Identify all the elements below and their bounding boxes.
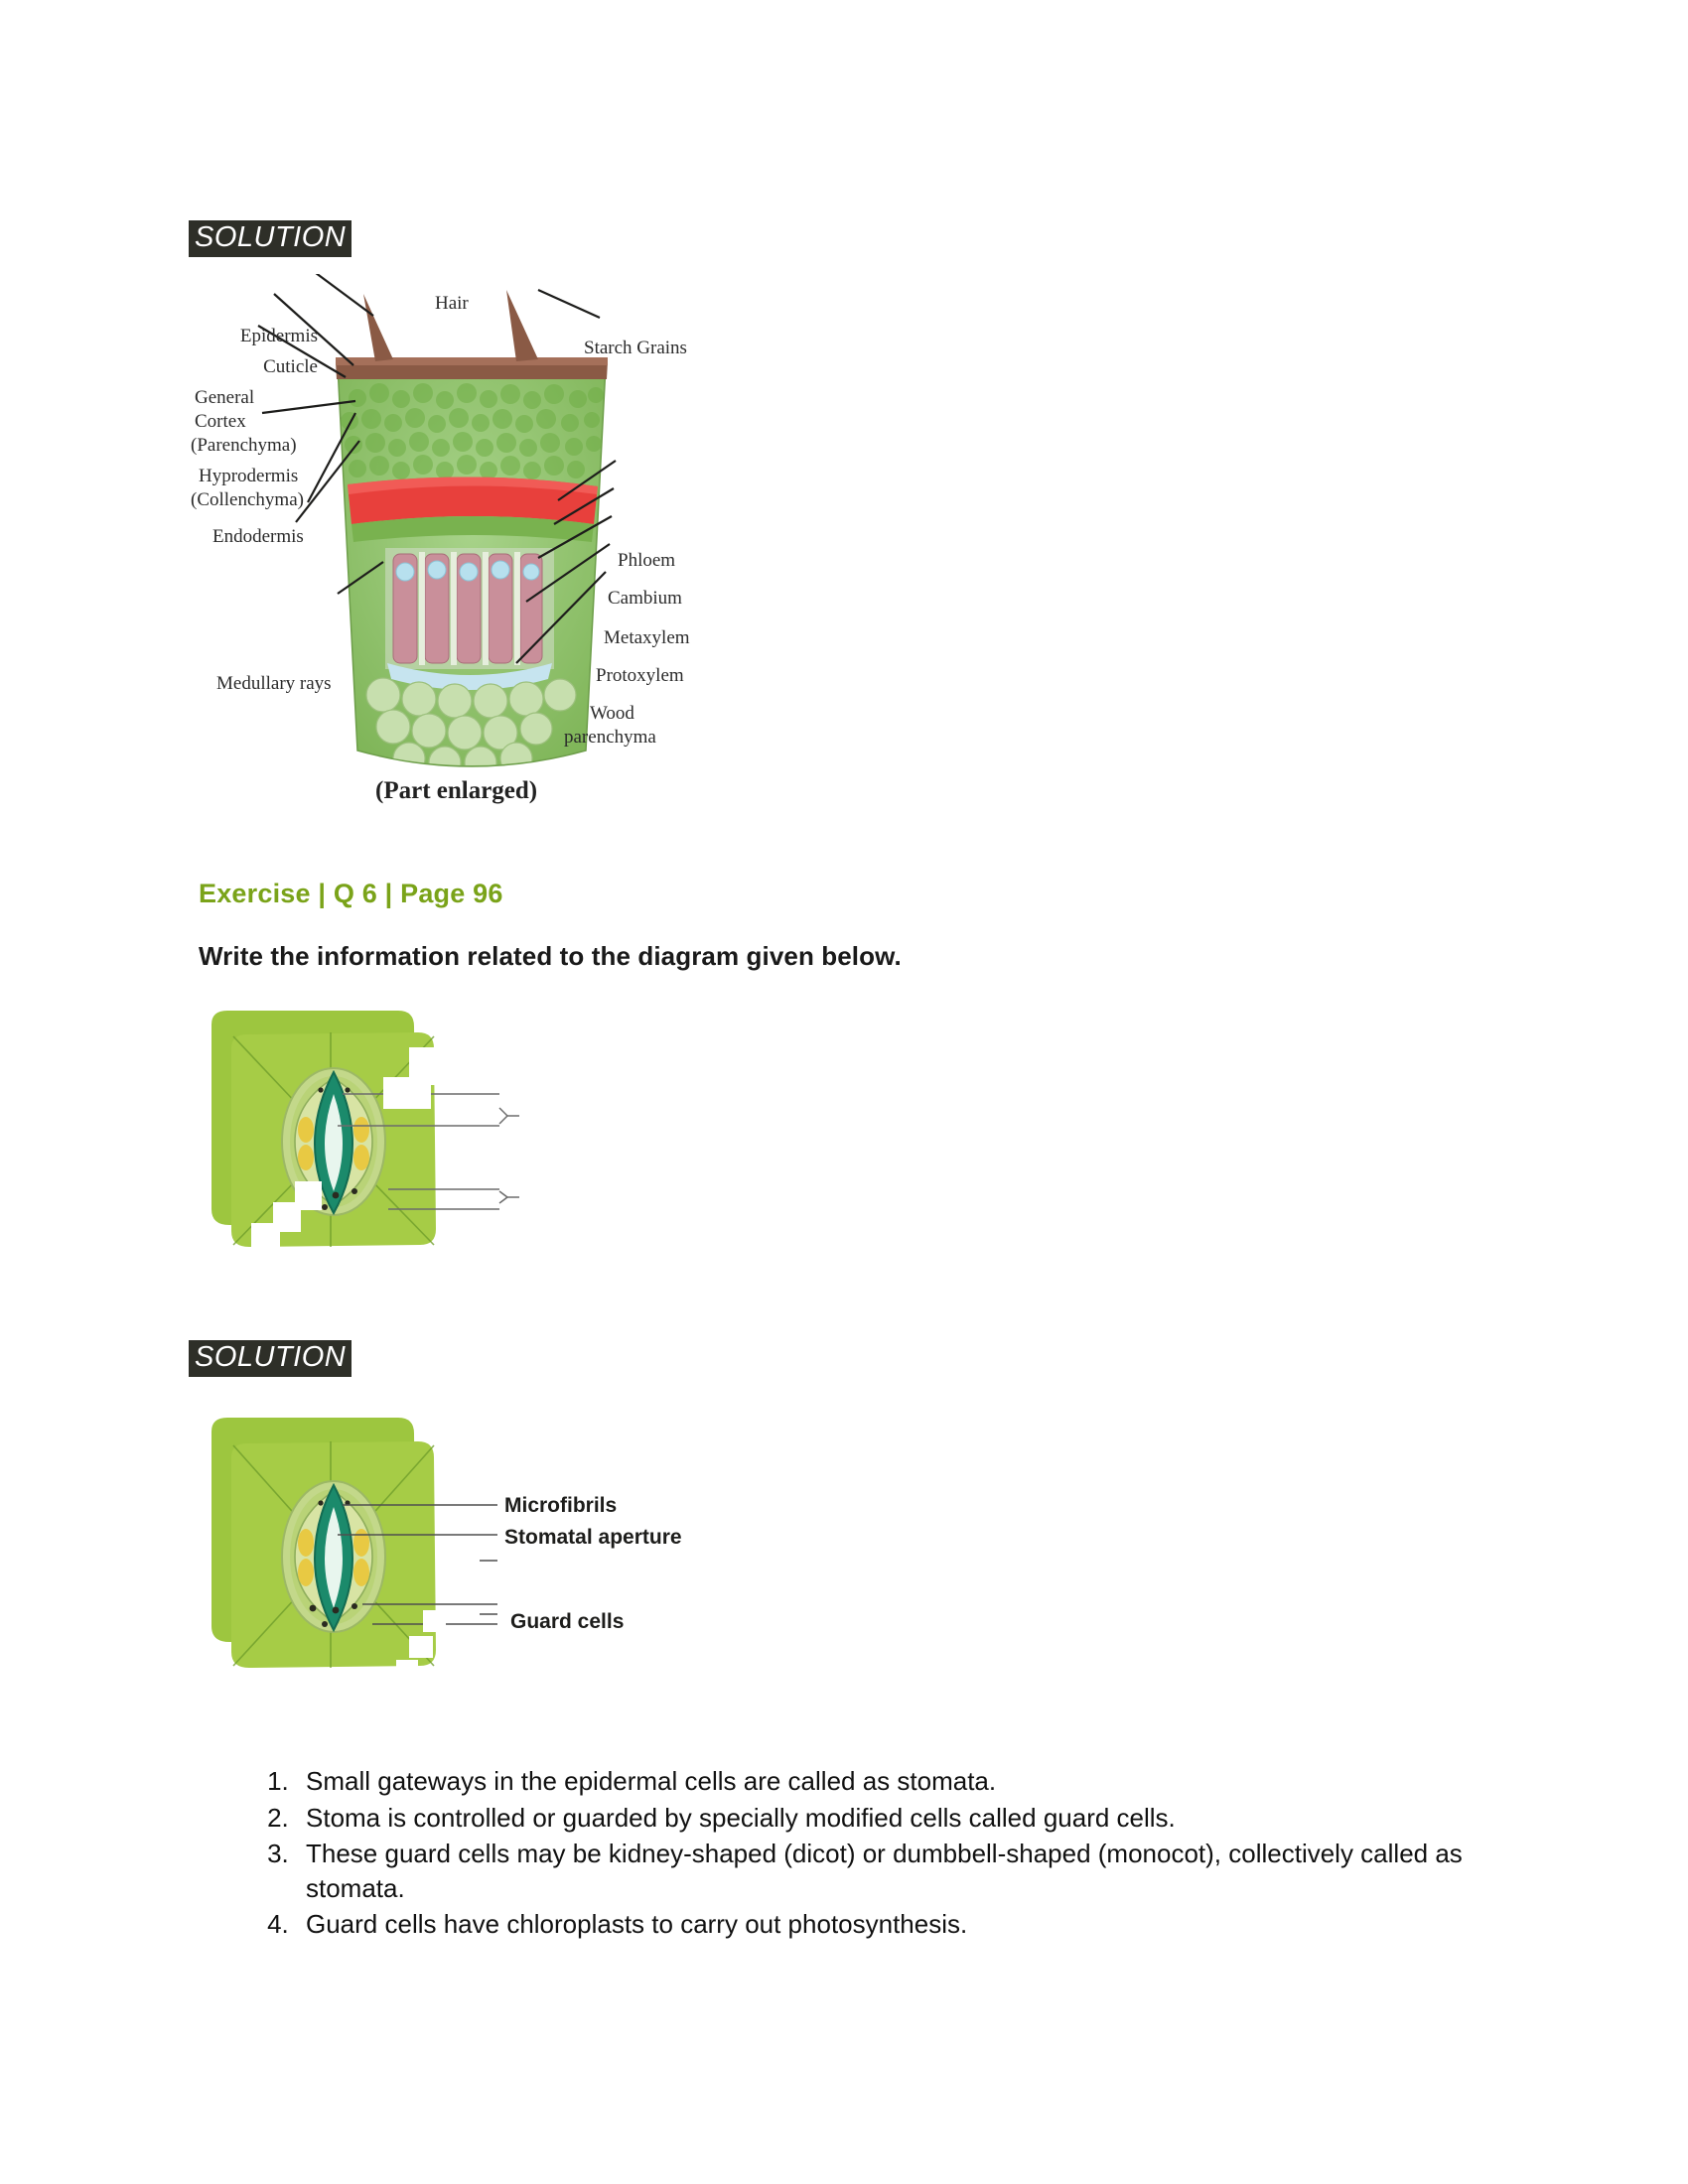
- label-guard-cells: Guard cells: [510, 1610, 625, 1633]
- stomata-diagram-question: [204, 1003, 551, 1300]
- label-cambium: Cambium: [608, 588, 682, 609]
- label-hypodermis: Hyprodermis: [199, 466, 299, 486]
- label-wood: Wood: [590, 703, 634, 724]
- redacted-sq-3: [409, 1636, 433, 1658]
- redacted-label-5: [251, 1223, 280, 1251]
- label-phloem: Phloem: [618, 550, 676, 571]
- label-epidermis: Epidermis: [239, 326, 318, 346]
- label-cuticle: Cuticle: [263, 356, 318, 377]
- answer-points-list: [244, 1764, 1557, 1944]
- stomata-question-svg: [204, 1003, 551, 1300]
- label-medullary-rays: Medullary rays: [216, 673, 332, 694]
- label-general: General: [195, 387, 255, 408]
- label-microfibrils: Microfibrils: [504, 1494, 618, 1517]
- exercise-heading: Exercise | Q 6 | Page 96: [199, 879, 503, 908]
- redacted-sq-2: [423, 1610, 446, 1632]
- label-stomatal-aperture: Stomatal aperture: [504, 1526, 682, 1549]
- label-wood-parenchyma: parenchyma: [564, 727, 656, 748]
- redacted-sq-5: [372, 1680, 399, 1706]
- redacted-sq-1: [456, 1576, 478, 1598]
- solution-badge-2: SOLUTION: [189, 1340, 352, 1377]
- label-endodermis: Endodermis: [212, 526, 304, 547]
- label-metaxylem: Metaxylem: [604, 627, 690, 648]
- figure-caption-part-enlarged: (Part enlarged): [375, 777, 538, 804]
- label-protoxylem: Protoxylem: [596, 665, 684, 686]
- list-item: 1. Small gateways in the epidermal cells are called as stomata.: [296, 1764, 1557, 1799]
- list-item: 3. These guard cells may be kidney-shaped (dicot) or dumbbell-shaped (monocot), collectively called as stomata.: [296, 1837, 1557, 1905]
- redacted-sq-4: [396, 1660, 418, 1682]
- label-cortex: Cortex: [195, 411, 246, 432]
- label-starch-grains: Starch Grains: [584, 338, 687, 358]
- label-parenchyma: (Parenchyma): [191, 435, 297, 456]
- label-hair: Hair: [435, 293, 469, 314]
- label-collenchyma: (Collenchyma): [191, 489, 304, 510]
- question-prompt: Write the information related to the diagram given below.: [199, 941, 902, 971]
- solution-badge-1: SOLUTION: [189, 220, 352, 257]
- list-item: 2. Stoma is controlled or guarded by specially modified cells called guard cells.: [296, 1801, 1557, 1836]
- redacted-label-2: [383, 1077, 431, 1109]
- list-item: 4. Guard cells have chloroplasts to carry out photosynthesis.: [296, 1907, 1557, 1942]
